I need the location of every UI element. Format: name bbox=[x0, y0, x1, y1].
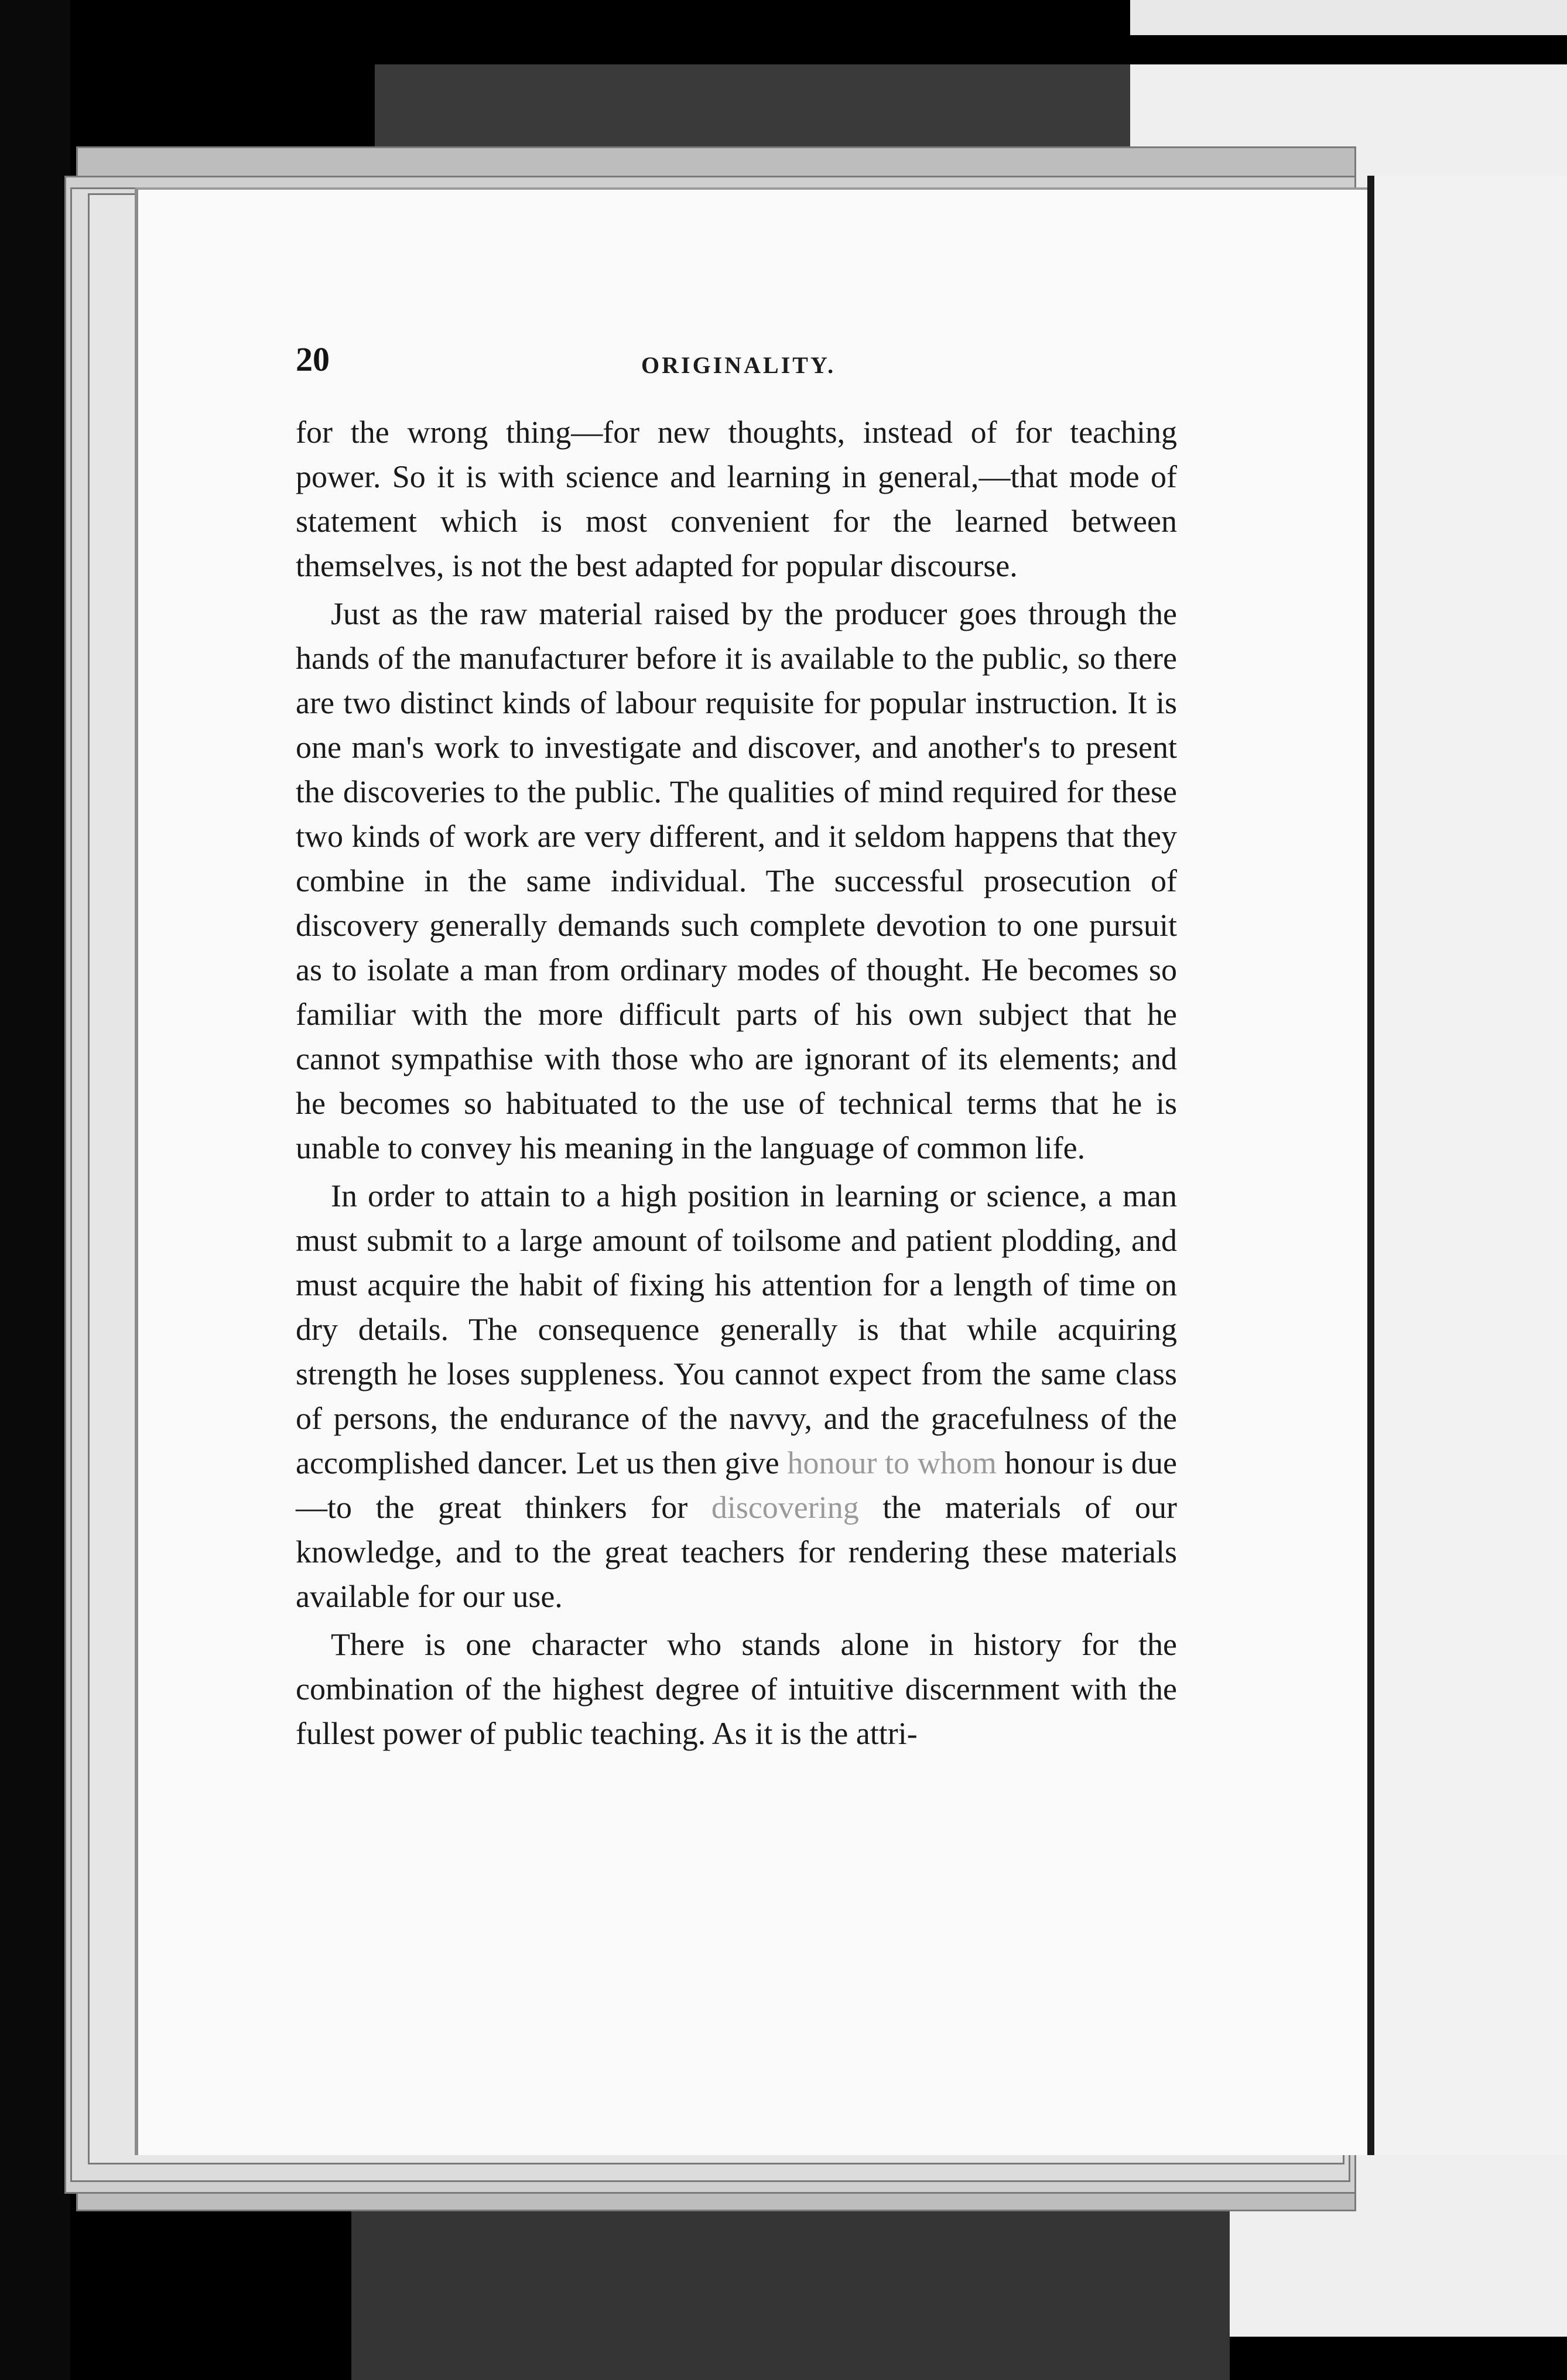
page-spine-shadow bbox=[1367, 176, 1374, 2155]
facing-page-margin bbox=[1374, 176, 1567, 2155]
paragraph-4: There is one character who stands alone in history for the combination of the highest degree of intuitive discernment with the fullest power of public teaching. As it is the attri- bbox=[296, 1627, 1177, 1751]
scan-background-top bbox=[1130, 0, 1567, 35]
paragraph-3-part-a: In order to attain to a high position in learning or science, a man must submit to a large amount of toilsome and patient plodding, and must acquire the habit of fixing his attention for a length of time on dry details. The consequence generally is that while acquiring strength he loses suppleness. You cannot expect from the same class of persons, the endurance of the navvy, and the gracefulness of the accomplished dancer. Let us then give bbox=[296, 1178, 1177, 1480]
faded-text: honour to whom bbox=[787, 1445, 997, 1480]
faded-text: discovering bbox=[711, 1490, 859, 1525]
paragraph-3-part-b: honour is due—to the great thinkers for bbox=[296, 1445, 1177, 1525]
paragraph-2: Just as the raw material raised by the producer goes through the hands of the manufacturer before it is available to the public, so there are two distinct kinds of labour requisite for popular instruction. It is one man's work to investigate and discover, and another's to present the discoveries to the public. The qualities of mind required for these two kinds of work are very different, and it seldom happens that they combine in the same individual. The successful prosecution of discovery generally demands such complete devotion to one pursuit as to isolate a man from ordinary modes of thought. He becomes so familiar with the more difficult parts of his own subject that he cannot sympathise with those who are ignorant of its elements; and he becomes so habituated to the use of technical terms that he is unable to convey his meaning in the language of common life. bbox=[296, 596, 1177, 1165]
paragraph-3 bbox=[296, 1174, 1177, 1619]
scan-background-bottom bbox=[351, 2202, 1230, 2380]
paragraph-3-part-c: the materials of our knowledge, and to the great teachers for rendering these materials available for our use. bbox=[296, 1490, 1177, 1614]
scan-background-left bbox=[0, 0, 70, 2380]
page-number: 20 bbox=[296, 340, 330, 378]
body-text bbox=[296, 410, 1177, 1759]
running-head: ORIGINALITY. bbox=[641, 352, 836, 378]
paragraph-1: for the wrong thing—for new thoughts, instead of for teaching power. So it is with science and learning in general,—that mode of statement which is most convenient for the learned between themselves, is not the best adapted for popular discourse. bbox=[296, 415, 1177, 583]
scan-background-top-shadow bbox=[375, 64, 1136, 158]
